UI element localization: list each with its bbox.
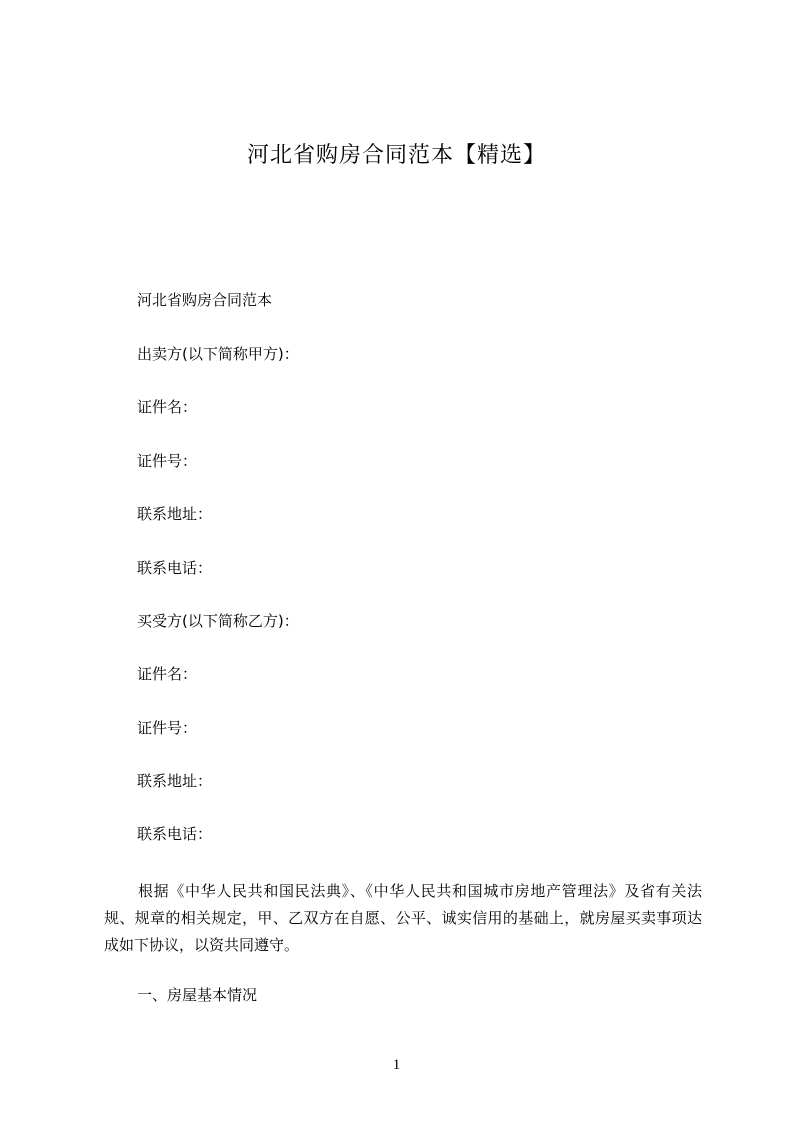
document-title: 河北省购房合同范本【精选】	[246, 143, 546, 168]
section-heading: 一、房屋基本情况	[137, 986, 258, 1004]
buyer-label: 买受方(以下简称乙方)：	[137, 612, 299, 630]
seller-phone-label: 联系电话：	[137, 559, 213, 577]
page-number: 1	[392, 1057, 401, 1073]
buyer-phone-label: 联系电话：	[137, 825, 213, 843]
document-subtitle: 河北省购房合同范本	[137, 291, 273, 309]
seller-id-number-label: 证件号：	[137, 452, 198, 470]
legal-basis-paragraph: 根据《中华人民共和国民法典》、《中华人民共和国城市房地产管理法》及省有关法规、规章的相关规定，甲、乙双方在自愿、公平、诚实信用的基础上，就房屋买卖事项达成如下协议，以资共同遵守。	[104, 882, 702, 954]
seller-address-label: 联系地址：	[137, 505, 213, 523]
buyer-id-number-label: 证件号：	[137, 719, 198, 737]
buyer-address-label: 联系地址：	[137, 772, 213, 790]
seller-id-type-label: 证件名：	[137, 398, 198, 416]
seller-label: 出卖方(以下简称甲方)：	[137, 345, 299, 363]
buyer-id-type-label: 证件名：	[137, 665, 198, 683]
